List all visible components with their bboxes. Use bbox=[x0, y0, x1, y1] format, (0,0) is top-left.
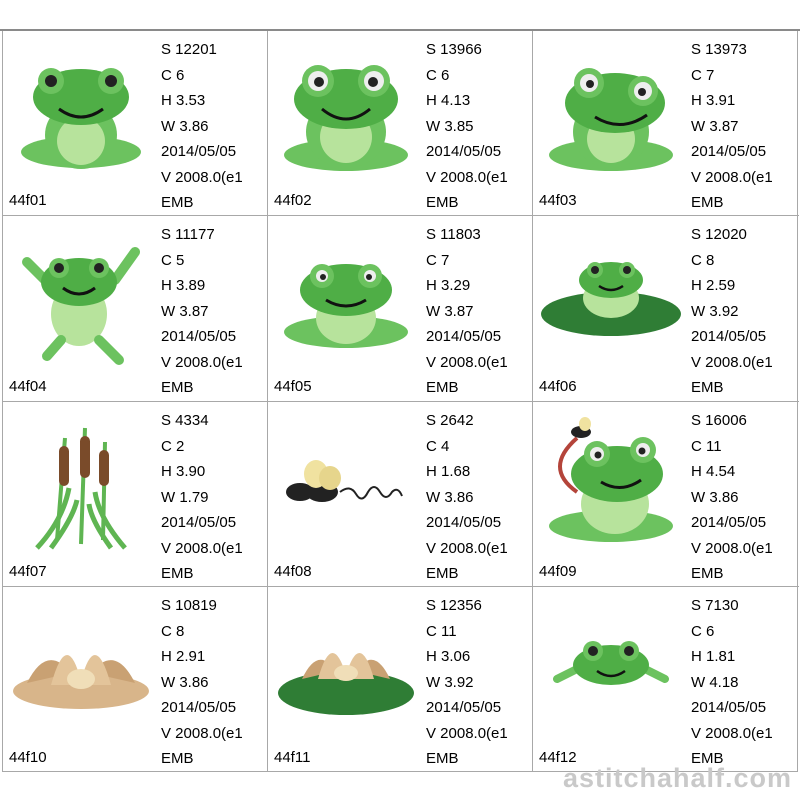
date-value: 2014/05/05 bbox=[426, 328, 502, 345]
width-value: W 1.79 bbox=[161, 488, 209, 506]
stitch-count: S 11803 bbox=[426, 226, 481, 243]
design-cell[interactable] bbox=[533, 402, 799, 587]
version-value: V 2008.0(e1 bbox=[691, 168, 773, 186]
width-value: W 4.18 bbox=[691, 673, 739, 691]
width-value: W 3.92 bbox=[426, 673, 474, 691]
date-value: 2014/05/05 bbox=[426, 699, 502, 716]
design-cell[interactable] bbox=[3, 31, 268, 216]
version-value: V 2008.0(e1 bbox=[161, 539, 243, 557]
format-label: EMB bbox=[426, 565, 459, 582]
date-value: 2014/05/05 bbox=[161, 699, 237, 716]
width-value: W 3.87 bbox=[426, 302, 474, 320]
width-value: W 3.85 bbox=[426, 117, 474, 135]
color-count: C 4 bbox=[426, 437, 450, 455]
date-value: 2014/05/05 bbox=[161, 514, 237, 531]
height-value: H 3.91 bbox=[691, 92, 736, 109]
date-value: 2014/05/05 bbox=[161, 143, 237, 160]
water-lily-on-pad-icon bbox=[272, 593, 420, 743]
design-code: 44f09 bbox=[539, 563, 577, 580]
color-count: C 6 bbox=[426, 66, 450, 84]
date-value: 2014/05/05 bbox=[691, 514, 767, 531]
design-code: 44f05 bbox=[274, 378, 312, 395]
color-count: C 5 bbox=[161, 251, 185, 269]
height-value: H 4.54 bbox=[691, 463, 736, 480]
stitch-count: S 13973 bbox=[691, 41, 747, 58]
design-cell[interactable] bbox=[268, 31, 533, 216]
height-value: H 2.91 bbox=[161, 648, 206, 665]
color-count: C 8 bbox=[161, 622, 185, 640]
height-value: H 4.13 bbox=[426, 92, 471, 109]
version-value: V 2008.0(e1 bbox=[691, 724, 773, 742]
stitch-count: S 4334 bbox=[161, 412, 209, 429]
design-cell[interactable] bbox=[268, 216, 533, 402]
design-code: 44f03 bbox=[539, 192, 577, 209]
format-label: EMB bbox=[161, 565, 194, 582]
date-value: 2014/05/05 bbox=[691, 328, 767, 345]
frog-crouching-icon bbox=[272, 222, 420, 372]
design-cell[interactable] bbox=[268, 587, 533, 772]
design-cell[interactable] bbox=[533, 587, 799, 772]
width-value: W 3.87 bbox=[161, 302, 209, 320]
color-count: C 6 bbox=[161, 66, 185, 84]
design-code: 44f04 bbox=[9, 378, 47, 395]
stitch-count: S 10819 bbox=[161, 597, 217, 614]
design-code: 44f11 bbox=[274, 749, 311, 766]
design-code: 44f12 bbox=[539, 749, 577, 766]
height-value: H 3.89 bbox=[161, 277, 206, 294]
height-value: H 2.59 bbox=[691, 277, 736, 294]
design-code: 44f02 bbox=[274, 192, 312, 209]
water-lily-icon bbox=[7, 593, 155, 743]
format-label: EMB bbox=[426, 194, 459, 211]
stitch-count: S 16006 bbox=[691, 412, 747, 429]
width-value: W 3.86 bbox=[691, 488, 739, 506]
stitch-count: S 12201 bbox=[161, 41, 217, 58]
format-label: EMB bbox=[691, 194, 724, 211]
height-value: H 1.81 bbox=[691, 648, 736, 665]
color-count: C 6 bbox=[691, 622, 715, 640]
height-value: H 3.06 bbox=[426, 648, 471, 665]
height-value: H 1.68 bbox=[426, 463, 471, 480]
design-cell[interactable] bbox=[533, 31, 799, 216]
stitch-count: S 11177 bbox=[161, 226, 215, 243]
date-value: 2014/05/05 bbox=[161, 328, 237, 345]
frog-big-eyes-icon bbox=[272, 37, 420, 187]
stitch-count: S 13966 bbox=[426, 41, 482, 58]
width-value: W 3.86 bbox=[426, 488, 474, 506]
watermark: astitchahalf.com bbox=[562, 763, 792, 793]
format-label: EMB bbox=[691, 379, 724, 396]
version-value: V 2008.0(e1 bbox=[426, 168, 508, 186]
format-label: EMB bbox=[161, 379, 194, 396]
frog-sitting-icon bbox=[7, 37, 155, 187]
width-value: W 3.86 bbox=[161, 673, 209, 691]
design-code: 44f06 bbox=[539, 378, 577, 395]
date-value: 2014/05/05 bbox=[426, 143, 502, 160]
design-cell[interactable] bbox=[3, 587, 268, 772]
cattails-icon bbox=[7, 408, 155, 558]
version-value: V 2008.0(e1 bbox=[691, 539, 773, 557]
format-label: EMB bbox=[426, 379, 459, 396]
height-value: H 3.90 bbox=[161, 463, 206, 480]
frog-catching-fly-icon bbox=[537, 408, 685, 558]
design-grid bbox=[2, 31, 798, 772]
version-value: V 2008.0(e1 bbox=[161, 168, 243, 186]
design-cell[interactable] bbox=[3, 216, 268, 402]
design-code: 44f07 bbox=[9, 563, 47, 580]
stitch-count: S 12356 bbox=[426, 597, 482, 614]
color-count: C 2 bbox=[161, 437, 185, 455]
color-count: C 11 bbox=[426, 622, 457, 640]
color-count: C 11 bbox=[691, 437, 722, 455]
format-label: EMB bbox=[161, 750, 194, 767]
height-value: H 3.29 bbox=[426, 277, 471, 294]
color-count: C 7 bbox=[691, 66, 715, 84]
design-code: 44f08 bbox=[274, 563, 312, 580]
width-value: W 3.87 bbox=[691, 117, 739, 135]
height-value: H 3.53 bbox=[161, 92, 206, 109]
color-count: C 8 bbox=[691, 251, 715, 269]
version-value: V 2008.0(e1 bbox=[161, 724, 243, 742]
fly-icon bbox=[272, 408, 420, 558]
frog-peeking-icon bbox=[537, 593, 685, 743]
version-value: V 2008.0(e1 bbox=[426, 353, 508, 371]
design-code: 44f10 bbox=[9, 749, 47, 766]
width-value: W 3.86 bbox=[161, 117, 209, 135]
design-code: 44f01 bbox=[9, 192, 47, 209]
date-value: 2014/05/05 bbox=[691, 143, 767, 160]
version-value: V 2008.0(e1 bbox=[691, 353, 773, 371]
date-value: 2014/05/05 bbox=[426, 514, 502, 531]
frog-jumping-icon bbox=[7, 222, 155, 372]
frog-grinning-icon bbox=[537, 37, 685, 187]
version-value: V 2008.0(e1 bbox=[426, 724, 508, 742]
format-label: EMB bbox=[426, 750, 459, 767]
version-value: V 2008.0(e1 bbox=[161, 353, 243, 371]
version-value: V 2008.0(e1 bbox=[426, 539, 508, 557]
design-cell[interactable] bbox=[533, 216, 799, 402]
stitch-count: S 12020 bbox=[691, 226, 747, 243]
frog-on-lilypad-icon bbox=[537, 222, 685, 372]
design-cell[interactable] bbox=[3, 402, 268, 587]
stitch-count: S 7130 bbox=[691, 597, 739, 614]
date-value: 2014/05/05 bbox=[691, 699, 767, 716]
format-label: EMB bbox=[161, 194, 194, 211]
design-cell[interactable] bbox=[268, 402, 533, 587]
color-count: C 7 bbox=[426, 251, 450, 269]
stitch-count: S 2642 bbox=[426, 412, 474, 429]
format-label: EMB bbox=[691, 565, 724, 582]
format-label: EMB bbox=[691, 750, 724, 767]
width-value: W 3.92 bbox=[691, 302, 739, 320]
